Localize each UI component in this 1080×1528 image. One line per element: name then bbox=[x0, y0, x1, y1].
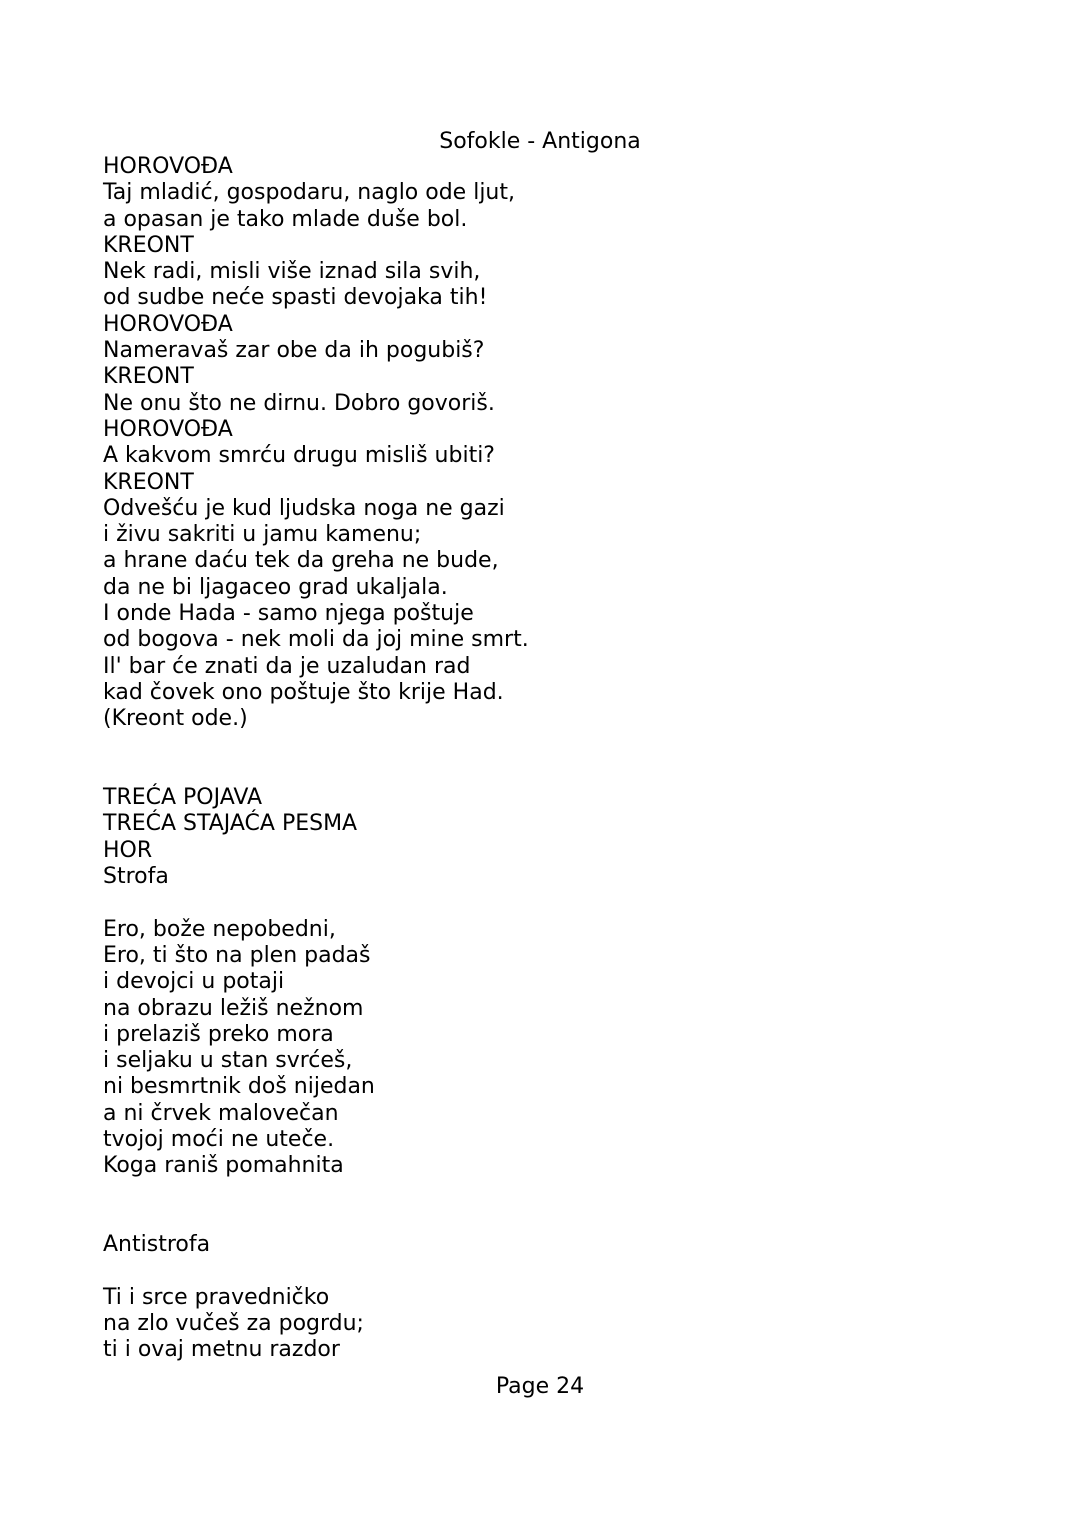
blank-line bbox=[103, 1206, 1003, 1232]
text-line: KREONT bbox=[103, 364, 194, 390]
text-line: Odvešću je kud ljudska noga ne gazi bbox=[103, 495, 505, 521]
text-line: Ti i srce pravedničko bbox=[103, 1284, 330, 1310]
text-line: Taj mladić, gospodaru, naglo ode ljut, bbox=[103, 180, 515, 206]
text-line: HOROVOĐA bbox=[103, 416, 233, 442]
text-line: KREONT bbox=[103, 469, 194, 495]
text-line: TREĆA STAJAĆA PESMA bbox=[103, 811, 358, 837]
text-line: kad čovek ono poštuje što krije Had. bbox=[103, 679, 504, 705]
text-line: Nek radi, misli više iznad sila svih, bbox=[103, 259, 481, 285]
blank-line bbox=[103, 759, 1003, 785]
text-line: a hrane daću tek da greha ne bude, bbox=[103, 548, 499, 574]
text-line: ti i ovaj metnu razdor bbox=[103, 1337, 340, 1363]
text-line: tvojoj moći ne uteče. bbox=[103, 1126, 335, 1152]
text-line: TREĆA POJAVA bbox=[103, 785, 263, 811]
text-line: Ero, ti što na plen padaš bbox=[103, 942, 371, 968]
text-line: Antistrofa bbox=[103, 1232, 211, 1258]
text-line: da ne bi ljagaceo grad ukaljala. bbox=[103, 574, 448, 600]
text-line: (Kreont ode.) bbox=[103, 706, 248, 732]
text-line: HOR bbox=[103, 837, 153, 863]
text-line: Ero, bože nepobedni, bbox=[103, 916, 336, 942]
blank-line bbox=[103, 1180, 1003, 1206]
text-line: na zlo vučeš za pogrdu; bbox=[103, 1311, 364, 1337]
page-number: Page 24 bbox=[495, 1374, 585, 1399]
text-line: na obrazu ležiš nežnom bbox=[103, 995, 364, 1021]
text-line: od bogova - nek moli da joj mine smrt. bbox=[103, 627, 529, 653]
text-line: a opasan je tako mlade duše bol. bbox=[103, 206, 468, 232]
text-line: Strofa bbox=[103, 864, 169, 890]
text-line: i prelaziš preko mora bbox=[103, 1021, 334, 1047]
text-line: A kakvom smrću drugu misliš ubiti? bbox=[103, 443, 495, 469]
text-line: KREONT bbox=[103, 232, 194, 258]
text-line: i seljaku u stan svrćeš, bbox=[103, 1048, 353, 1074]
text-line: i devojci u potaji bbox=[103, 969, 285, 995]
text-line: i živu sakriti u jamu kamenu; bbox=[103, 522, 422, 548]
blank-line bbox=[103, 890, 1003, 916]
text-line: I onde Hada - samo njega poštuje bbox=[103, 601, 474, 627]
text-line: Il' bar će znati da je uzaludan rad bbox=[103, 653, 471, 679]
text-line: Koga raniš pomahnita bbox=[103, 1153, 344, 1179]
text-line: Nameravaš zar obe da ih pogubiš? bbox=[103, 338, 485, 364]
document-title: Sofokle - Antigona bbox=[439, 129, 641, 154]
blank-line bbox=[103, 733, 1003, 759]
blank-line bbox=[103, 1258, 1003, 1284]
page-header bbox=[0, 128, 1080, 156]
text-line: HOROVOĐA bbox=[103, 154, 233, 179]
text-line: ni besmrtnik doš nijedan bbox=[103, 1074, 375, 1100]
text-line: a ni črvek malovečan bbox=[103, 1100, 339, 1126]
document-body bbox=[103, 154, 1003, 1364]
text-line: od sudbe neće spasti devojaka tih! bbox=[103, 285, 488, 311]
page-footer bbox=[0, 1373, 1080, 1401]
text-line: HOROVOĐA bbox=[103, 311, 233, 337]
text-line: Ne onu što ne dirnu. Dobro govoriš. bbox=[103, 390, 495, 416]
